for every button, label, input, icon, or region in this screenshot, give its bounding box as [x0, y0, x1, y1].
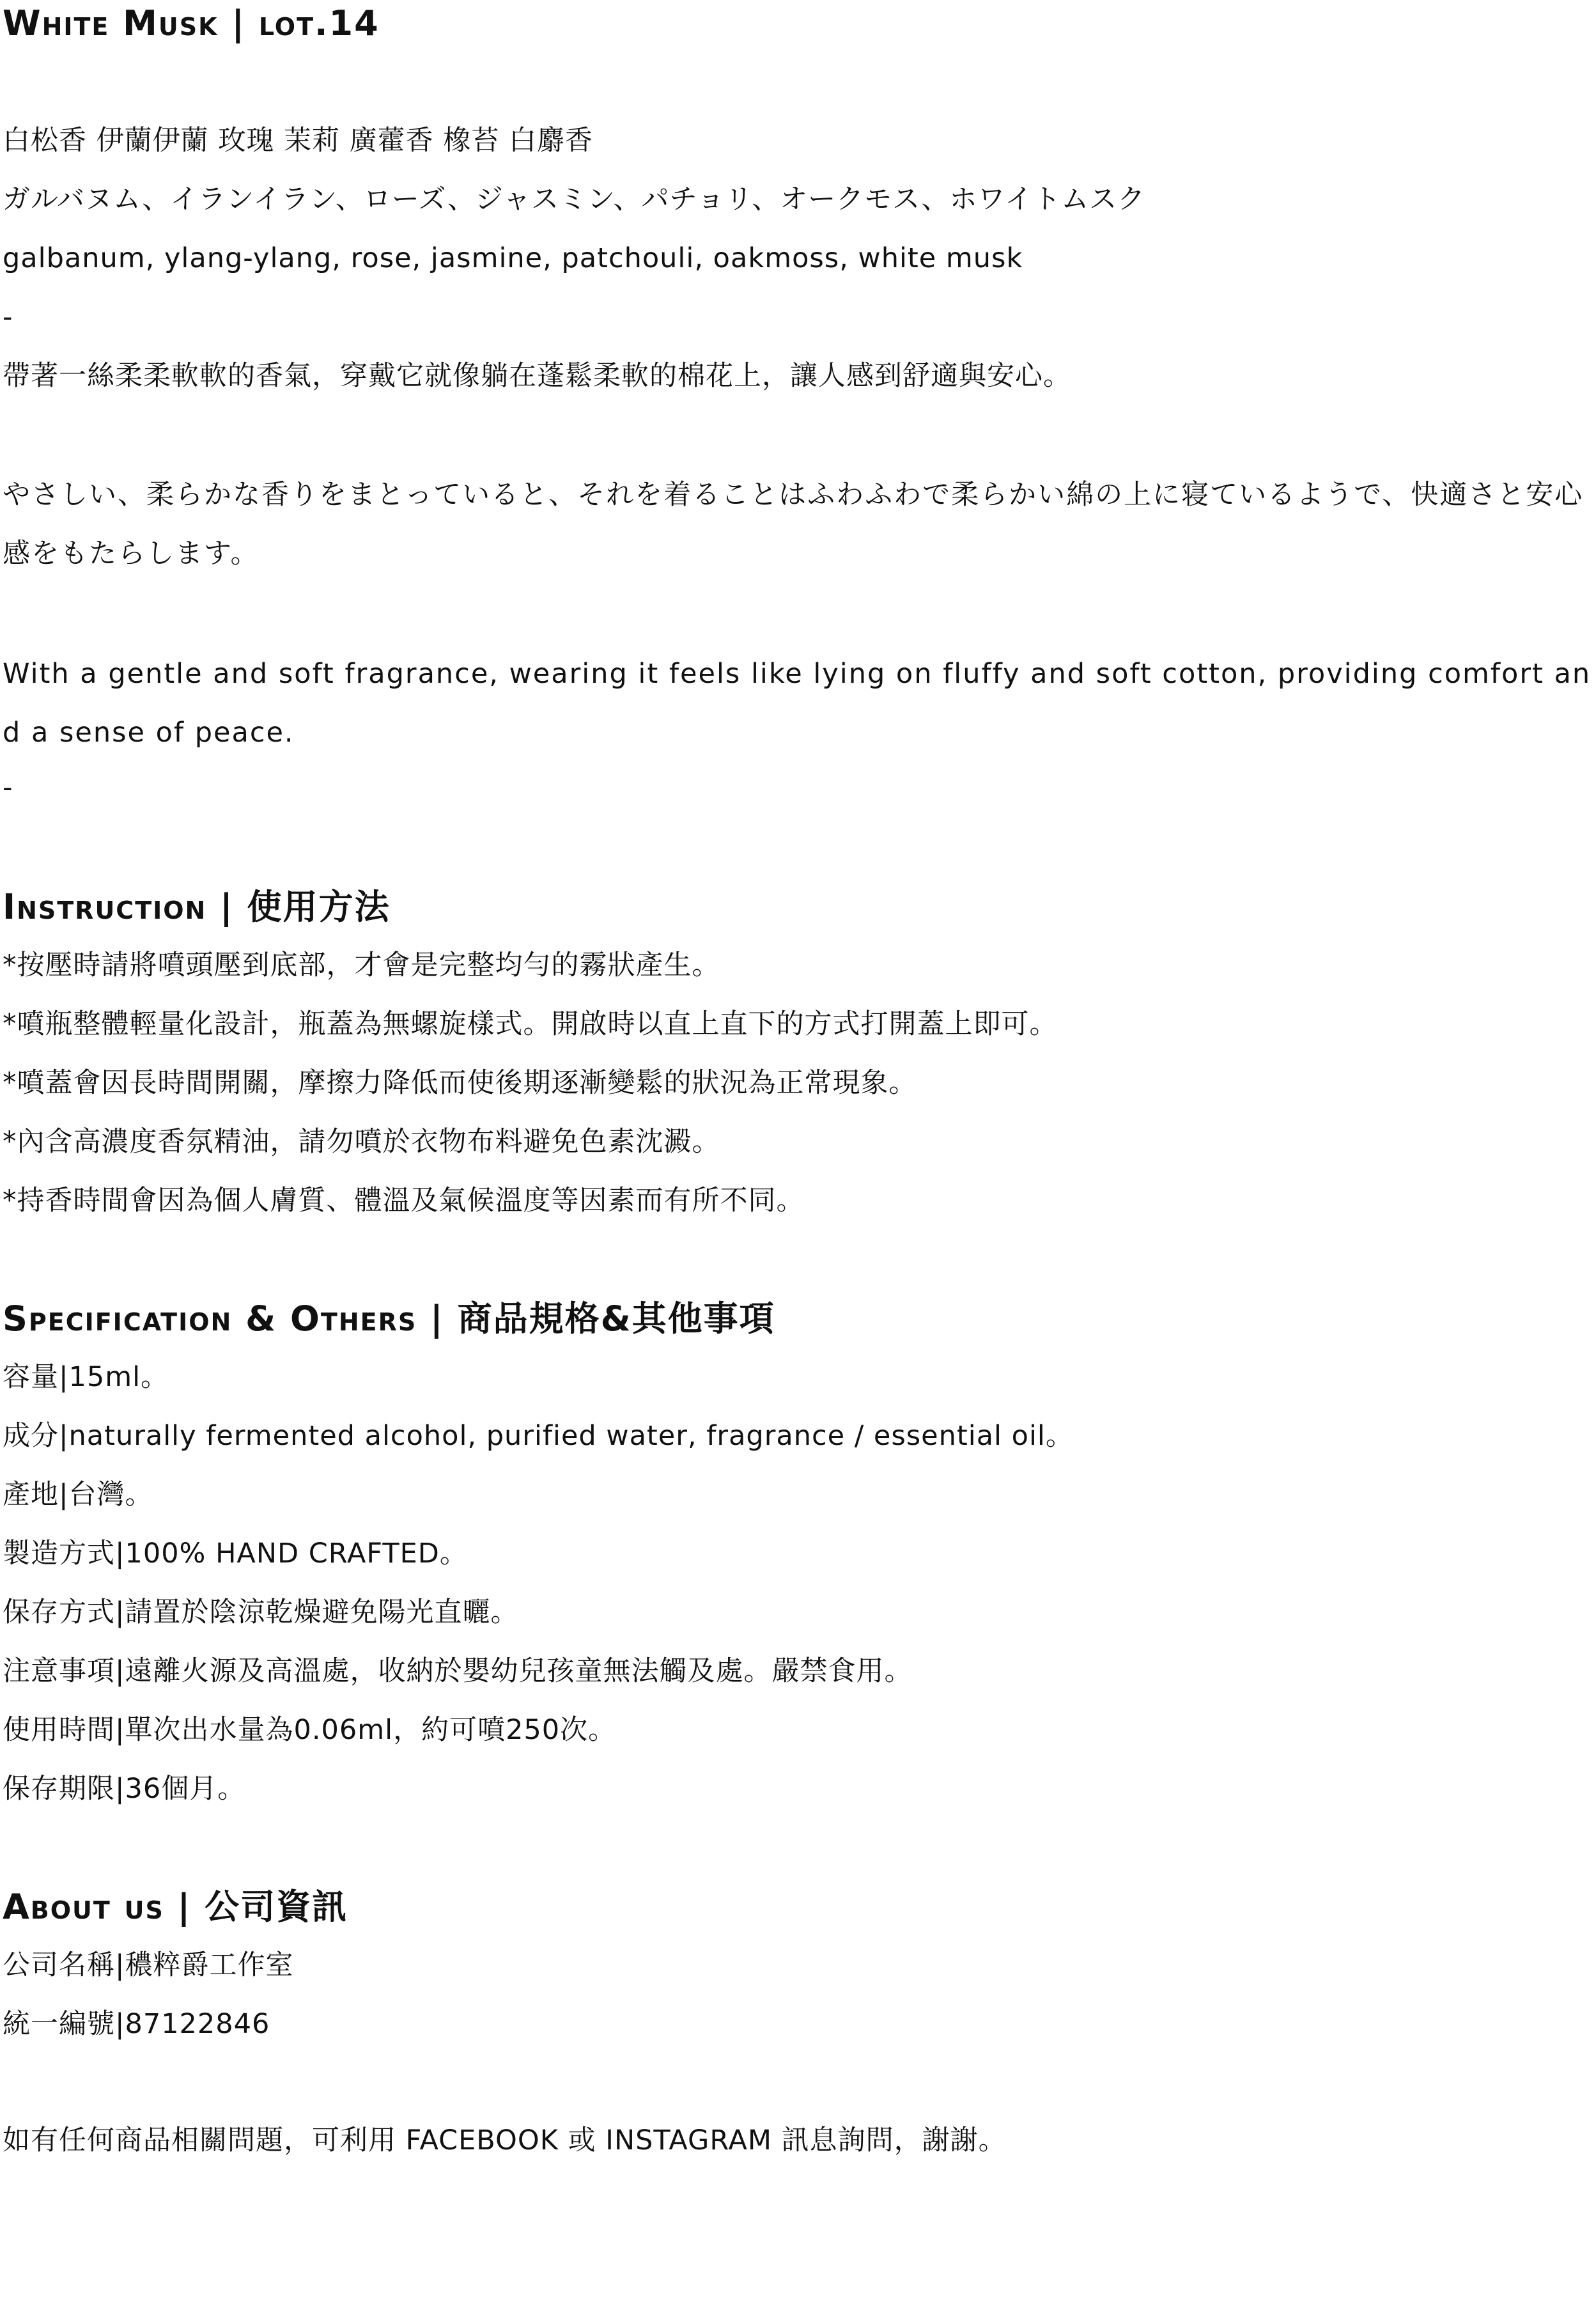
notes-japanese: ガルバヌム、イランイラン、ローズ、ジャスミン、パチョリ、オークモス、ホワイトムスク [3, 183, 1146, 215]
instruction-item: *噴瓶整體輕量化設計，瓶蓋為無螺旋樣式。開啟時以直上直下的方式打開蓋上即可。 [3, 1008, 1058, 1040]
instruction-item: *噴蓋會因長時間開關，摩擦力降低而使後期逐漸變鬆的狀況為正常現象。 [3, 1067, 917, 1099]
about-company-name: 公司名稱|穠粹爵工作室 [3, 1949, 294, 1981]
spec-item-manufacture: 製造方式|100% HAND CRAFTED。 [3, 1538, 468, 1570]
instruction-item: *內含高濃度香氛精油，請勿噴於衣物布料避免色素沈澱。 [3, 1126, 720, 1158]
spec-item-ingredients: 成分|naturally fermented alcohol, purified water, fragrance / essential oil。 [3, 1420, 1074, 1452]
about-heading: About us | 公司資訊 [3, 1887, 348, 1927]
divider: - [3, 301, 13, 333]
instruction-item: *持香時間會因為個人膚質、體溫及氣候溫度等因素而有所不同。 [3, 1185, 805, 1217]
description-chinese: 帶著一絲柔柔軟軟的香氣，穿戴它就像躺在蓬鬆柔軟的棉花上，讓人感到舒適與安心。 [3, 360, 1071, 392]
instruction-item: *按壓時請將噴頭壓到底部，才會是完整均勻的霧狀產生。 [3, 949, 720, 981]
specification-heading: Specification & Others | 商品規格&其他事項 [3, 1298, 775, 1339]
spec-item-origin: 產地|台灣。 [3, 1479, 153, 1511]
notes-english: galbanum, ylang-ylang, rose, jasmine, patchouli, oakmoss, white musk [3, 242, 1023, 274]
instruction-heading: Instruction | 使用方法 [3, 887, 391, 927]
notes-chinese: 白松香 伊蘭伊蘭 玫瑰 茉莉 廣藿香 橡苔 白麝香 [3, 125, 594, 157]
spec-item-capacity: 容量|15ml。 [3, 1361, 169, 1393]
spec-item-shelf-life: 保存期限|36個月。 [3, 1773, 246, 1805]
description-english: With a gentle and soft fragrance, wearing it feels like lying on fluffy and soft cotton, providing comfort and a sense of peace. [3, 658, 1592, 749]
spec-item-caution: 注意事項|遠離火源及高溫處，收納於嬰幼兒孩童無法觸及處。嚴禁食用。 [3, 1655, 913, 1687]
spec-item-storage: 保存方式|請置於陰涼乾燥避免陽光直曬。 [3, 1596, 519, 1628]
description-japanese: やさしい、柔らかな香りをまとっていると、それを着ることはふわふわで柔らかい綿の上に寝ているようで、快適さと安心感をもたらします。 [3, 479, 1584, 570]
product-title: White Musk | lot.14 [3, 3, 380, 43]
about-tax-id: 統一編號|87122846 [3, 2008, 270, 2040]
divider: - [3, 772, 13, 804]
contact-note: 如有任何商品相關問題，可利用 FACEBOOK 或 INSTAGRAM 訊息詢問，謝謝。 [3, 2124, 1007, 2156]
spec-item-usage: 使用時間|單次出水量為0.06ml，約可噴250次。 [3, 1714, 617, 1746]
